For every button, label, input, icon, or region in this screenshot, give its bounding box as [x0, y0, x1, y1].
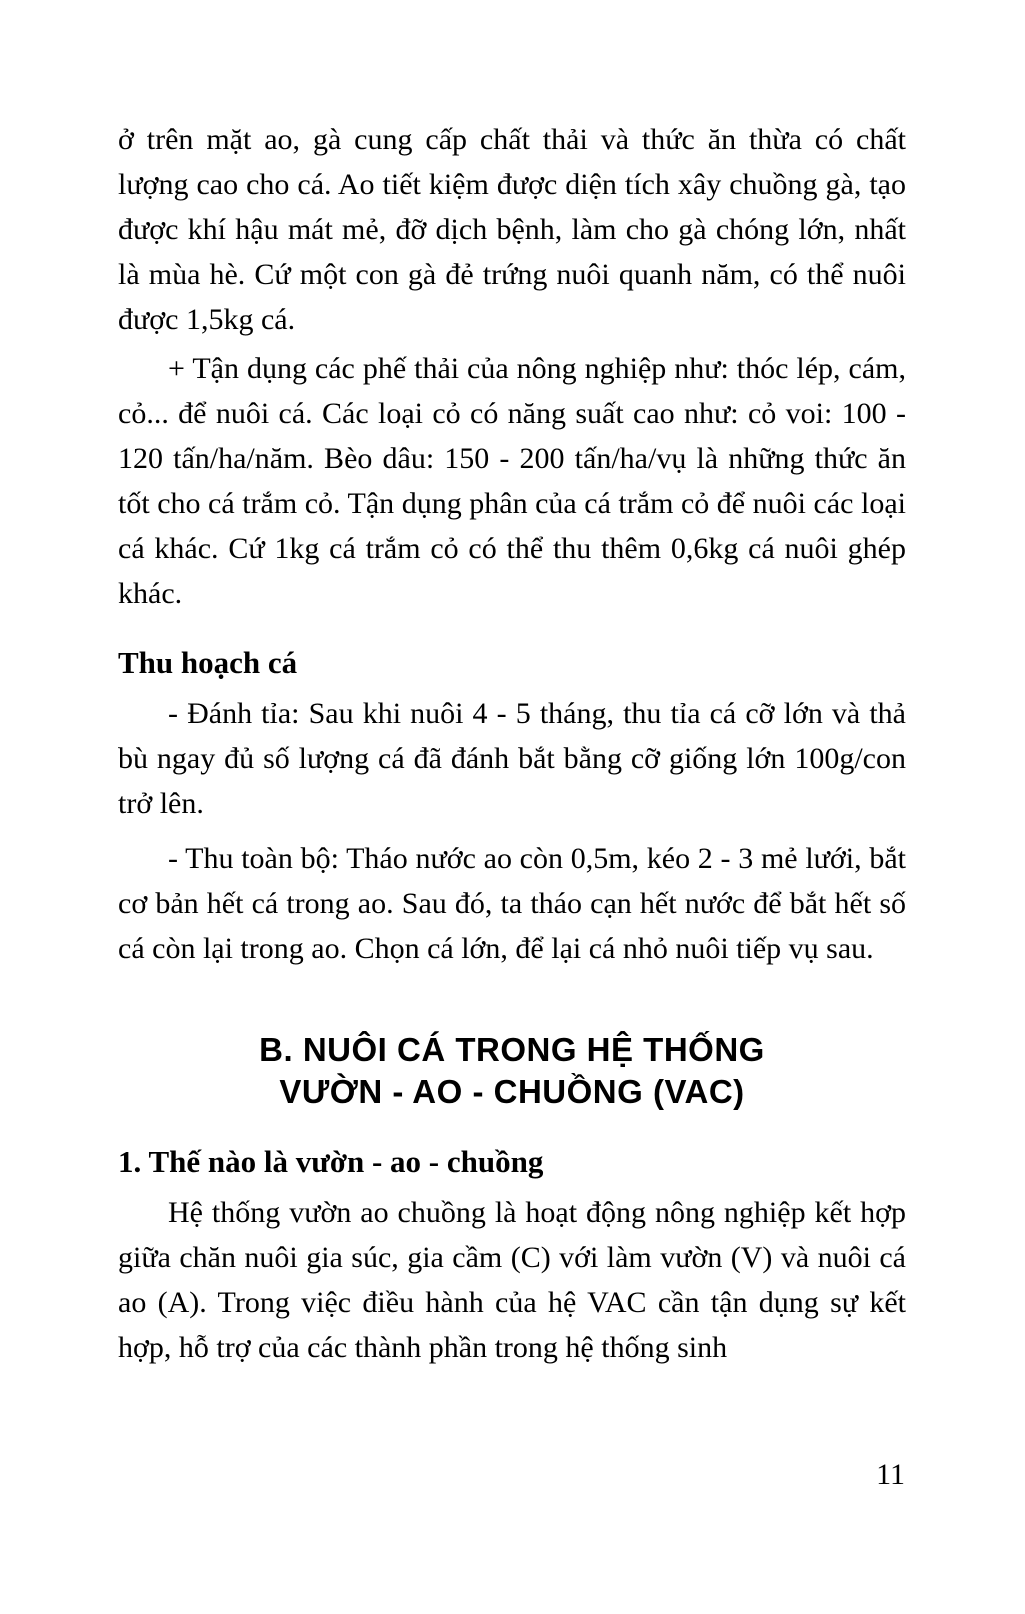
section-heading-line1: B. NUÔI CÁ TRONG HỆ THỐNG: [259, 1031, 765, 1068]
paragraph-agricultural-waste: + Tận dụng các phế thải của nông nghiệp như: thóc lép, cám, cỏ... để nuôi cá. Các loại cỏ có năng suất cao như: cỏ voi: 100 - 120 tấn/ha/năm. Bèo dâu: 150 - 200 tấn/ha/vụ là những thức ăn tốt cho cá trắm cỏ. Tận dụng phân của cá trắm cỏ để nuôi các loại cá khác. Cứ 1kg cá trắm cỏ có thể thu thêm 0,6kg cá nuôi ghép khác.: [118, 352, 906, 610]
section-heading-line2: VƯỜN - AO - CHUỒNG (VAC): [279, 1073, 745, 1110]
paragraph-vac-intro: Hệ thống vườn ao chuồng là hoạt động nông nghiệp kết hợp giữa chăn nuôi gia súc, gia cầm (C) với làm vườn (V) và nuôi cá ao (A). Trong việc điều hành của hệ VAC cần tận dụng sự kết hợp, hỗ trợ của các thành phần trong hệ thống sinh: [118, 1196, 906, 1364]
text-column: [118, 117, 906, 1370]
paragraph-thinning-harvest: - Đánh tỉa: Sau khi nuôi 4 - 5 tháng, thu tỉa cá cỡ lớn và thả bù ngay đủ số lượng cá đã đánh bắt bằng cỡ giống lớn 100g/con trở lên.: [118, 697, 906, 820]
subsection-heading-what-is-vac: 1. Thế nào là vườn - ao - chuồng: [118, 1144, 544, 1179]
section-heading-vac: [118, 1029, 906, 1113]
heading-fish-harvest: Thu hoạch cá: [118, 645, 298, 680]
page-number: 11: [876, 1458, 905, 1491]
paragraph-full-harvest: - Thu toàn bộ: Tháo nước ao còn 0,5m, kéo 2 - 3 mẻ lưới, bắt cơ bản hết cá trong ao. Sau đó, ta tháo cạn hết nước để bắt hết số cá còn lại trong ao. Chọn cá lớn, để lại cá nhỏ nuôi tiếp vụ sau.: [118, 842, 906, 965]
paragraph-pond-chicken-continuation: ở trên mặt ao, gà cung cấp chất thải và thức ăn thừa có chất lượng cao cho cá. Ao tiết kiệm được diện tích xây chuồng gà, tạo được khí hậu mát mẻ, đỡ dịch bệnh, làm cho gà chóng lớn, nhất là mùa hè. Cứ một con gà đẻ trứng nuôi quanh năm, có thể nuôi được 1,5kg cá.: [118, 123, 906, 336]
